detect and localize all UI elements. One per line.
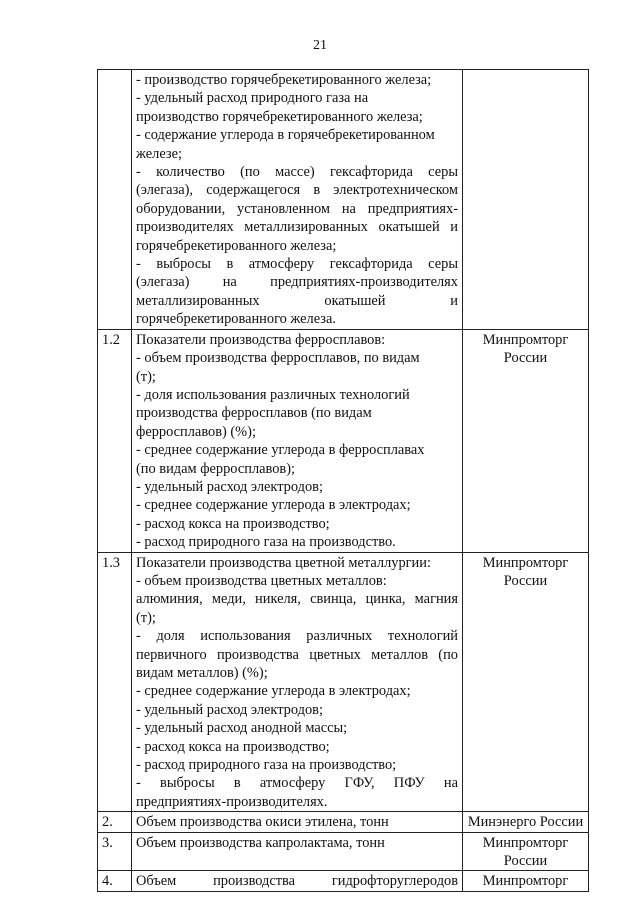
agency-name-line: России [503, 572, 548, 589]
agency-name-line: России [503, 350, 548, 367]
description-line: - среднее содержание углерода в электродах; [136, 497, 411, 514]
description-line: (по видам ферросплавов); [136, 460, 295, 477]
responsible-agency-cell [463, 832, 589, 871]
table-row [98, 552, 589, 812]
description-line: Показатели производства ферросплавов: [136, 331, 386, 348]
page-number: 21 [313, 38, 327, 53]
row-number-cell: 1.2 [98, 329, 132, 552]
description-line: - количество (по массе) гексафторида серы [136, 164, 458, 181]
description-line: - среднее содержание углерода в электродах; [136, 683, 411, 700]
description-line: ферросплавов) (%); [136, 423, 256, 440]
description-line: - доля использования различных технологий [136, 628, 458, 645]
description-line: видам металлов) (%); [136, 665, 268, 681]
description-line: алюминия, меди, никеля, свинца, цинка, магния [136, 591, 458, 608]
description-line: - выбросы в атмосферу ГФУ, ПФУ на [136, 775, 458, 792]
description-line: первичного производства цветных металлов (по [136, 646, 458, 663]
row-number-cell: 2. [98, 812, 132, 832]
row-number-cell: 4. [98, 871, 132, 891]
description-line: - производство горячебрекетированного железа; [136, 72, 432, 88]
description-line: оборудовании, установленном на предприятиях- [136, 200, 458, 217]
indicator-description-cell [132, 552, 463, 812]
description-line: - удельный расход природного газа на [136, 90, 369, 107]
row-number-cell [98, 70, 132, 330]
row-number-cell: 3. [98, 832, 132, 871]
description-line: Объем производства гидрофторуглеродов [136, 873, 458, 890]
description-line: горячебрекетированного железа. [136, 311, 336, 328]
description-line: Показатели производства цветной металлургии: [136, 554, 431, 571]
description-line: - содержание углерода в горячебрекетированном [136, 127, 435, 144]
table-row [98, 70, 589, 330]
description-line: производства ферросплавов (по видам [136, 405, 372, 422]
table-row [98, 871, 589, 891]
description-line: (т); [136, 368, 156, 385]
agency-name-line: Минэнерго России [467, 814, 584, 831]
description-line: производство горячебрекетированного железа; [136, 108, 423, 125]
description-line: предприятиях-производителях. [136, 793, 328, 810]
responsible-agency-cell [463, 871, 589, 891]
agency-name-line: Минпромторг [482, 554, 569, 571]
table-row [98, 329, 589, 552]
agency-name-line: Минпромторг [482, 834, 569, 851]
description-line: - объем производства ферросплавов, по видам [136, 350, 420, 367]
description-line: железе; [136, 145, 182, 162]
description-line: Объем производства капролактама, тонн [136, 834, 385, 851]
table-row [98, 812, 589, 832]
description-line: - среднее содержание углерода в ферросплавах [136, 442, 425, 459]
indicator-description-cell [132, 871, 463, 891]
description-line: - расход кокса на производство; [136, 515, 330, 532]
description-line: (т); [136, 609, 156, 626]
indicator-description-cell [132, 329, 463, 552]
agency-name-line: Минпромторг [482, 873, 569, 890]
responsible-agency-cell [463, 812, 589, 832]
description-line: - расход кокса на производство; [136, 738, 330, 755]
description-line: - удельный расход электродов; [136, 701, 323, 718]
description-line: - удельный расход электродов; [136, 478, 323, 495]
description-line: (элегаза) на предприятиях-производителях [136, 274, 458, 291]
description-line: - доля использования различных технологий [136, 386, 410, 403]
description-line: - удельный расход анодной массы; [136, 720, 348, 737]
responsible-agency-cell [463, 70, 589, 330]
indicators-table [97, 69, 589, 892]
description-line: - выбросы в атмосферу гексафторида серы [136, 256, 458, 273]
agency-name-line: Минпромторг [482, 331, 569, 348]
responsible-agency-cell [463, 552, 589, 812]
table-row [98, 832, 589, 871]
description-line: Объем производства окиси этилена, тонн [136, 814, 389, 831]
row-number-cell: 1.3 [98, 552, 132, 812]
description-line: - расход природного газа на производство; [136, 757, 397, 774]
responsible-agency-cell [463, 329, 589, 552]
description-line: - объем производства цветных металлов: [136, 572, 387, 589]
description-line: (элегаза), содержащегося в электротехническом [136, 182, 458, 199]
indicator-description-cell [132, 832, 463, 871]
description-line: - расход природного газа на производство. [136, 534, 396, 551]
agency-name-line: России [503, 853, 548, 870]
table-body [98, 70, 589, 892]
description-line: горячебрекетированного железа; [136, 237, 337, 254]
indicator-description-cell [132, 70, 463, 330]
description-line: производителях металлизированных окатышей и [136, 219, 458, 236]
description-line: металлизированных окатышей и [136, 292, 458, 309]
indicator-description-cell [132, 812, 463, 832]
